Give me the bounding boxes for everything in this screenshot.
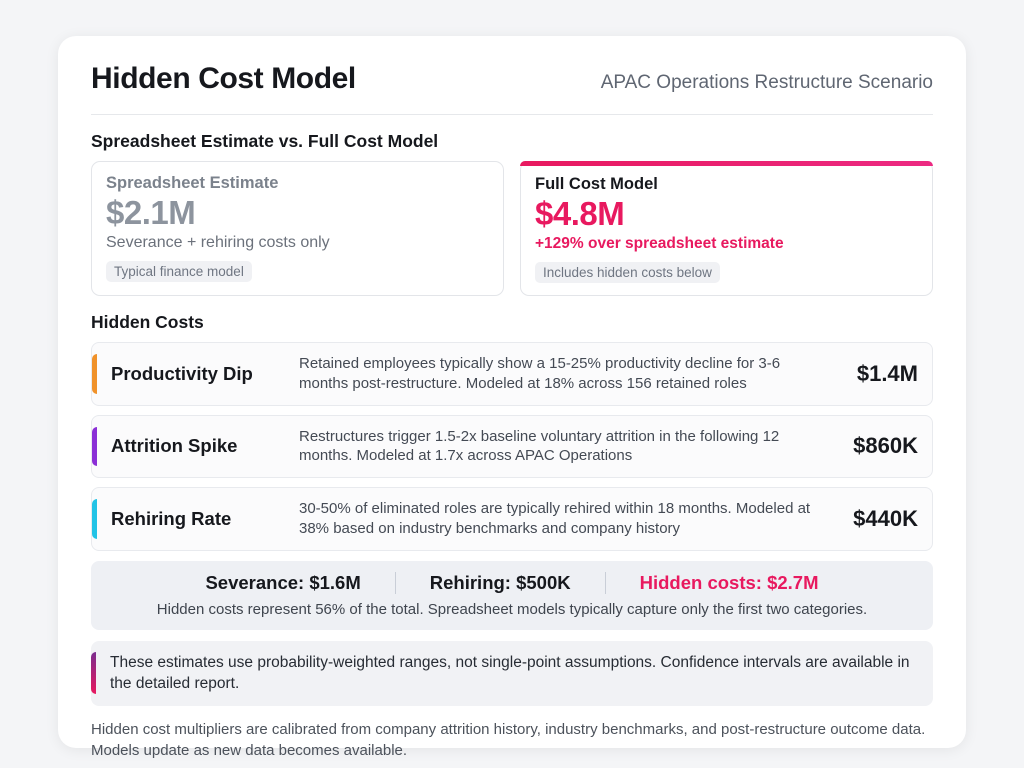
callout-text: These estimates use probability-weighted ranges, not single-point assumptions. Confidence intervals are available in the detailed report. (110, 653, 910, 693)
row-accent-bar (92, 354, 97, 394)
totals-summary (91, 561, 933, 630)
card-header (91, 62, 933, 115)
compare-section-heading: Spreadsheet Estimate vs. Full Cost Model (91, 131, 439, 151)
cost-description: Restructures trigger 1.5-2x baseline voluntary attrition in the following 12 months. Modeled at 1.7x across APAC Operations (299, 427, 780, 465)
methodology-callout (91, 641, 933, 707)
row-accent-bar (92, 499, 97, 539)
hidden-costs-total: Hidden costs: $2.7M (639, 571, 819, 593)
hidden-costs-heading: Hidden Costs (91, 311, 204, 332)
full-cost-model-value: $4.8M (535, 195, 625, 232)
hidden-costs-list (91, 342, 933, 551)
totals-row (105, 572, 919, 594)
spreadsheet-estimate-desc: Severance + rehiring costs only (106, 233, 330, 251)
rehiring-total: Rehiring: $500K (429, 571, 571, 593)
footnote: Hidden cost multipliers are calibrated from company attrition history, industry benchmarks, and post-restructure outcome data. Models update as new data becomes available. (91, 721, 926, 760)
severance-total: Severance: $1.6M (205, 571, 361, 593)
full-cost-model-card (520, 161, 933, 296)
callout-accent-bar (91, 652, 96, 695)
spreadsheet-estimate-card (91, 161, 504, 296)
page-title: Hidden Cost Model (91, 62, 356, 95)
cost-name: Rehiring Rate (111, 507, 232, 529)
cost-name: Attrition Spike (111, 435, 238, 457)
comparison-cards (91, 161, 933, 296)
full-cost-model-label: Full Cost Model (535, 175, 658, 193)
cost-amount: $1.4M (856, 360, 918, 386)
cost-name: Productivity Dip (111, 362, 253, 384)
full-cost-model-tag: Includes hidden costs below (535, 262, 720, 283)
full-cost-model-delta: +129% over spreadsheet estimate (535, 234, 784, 252)
cost-amount: $860K (853, 433, 918, 459)
cost-description: Retained employees typically show a 15-25% productivity decline for 3-6 months post-restructure. Modeled at 18% across 156 retained roles (299, 354, 781, 392)
cost-description: 30-50% of eliminated roles are typically rehired within 18 months. Modeled at 38% based on industry benchmarks and company history (299, 500, 811, 537)
cost-amount: $440K (853, 505, 918, 531)
row-accent-bar (92, 427, 97, 467)
hidden-cost-model-card (58, 36, 966, 760)
totals-note: Hidden costs represent 56% of the total. Spreadsheet models typically capture only the first two categories. (156, 600, 868, 618)
list-item (91, 487, 933, 551)
scenario-subtitle: APAC Operations Restructure Scenario (600, 72, 933, 93)
spreadsheet-estimate-tag: Typical finance model (106, 261, 252, 282)
list-item (91, 415, 933, 479)
spreadsheet-estimate-value: $2.1M (106, 194, 196, 231)
list-item (91, 342, 933, 406)
spreadsheet-estimate-label: Spreadsheet Estimate (106, 174, 279, 192)
